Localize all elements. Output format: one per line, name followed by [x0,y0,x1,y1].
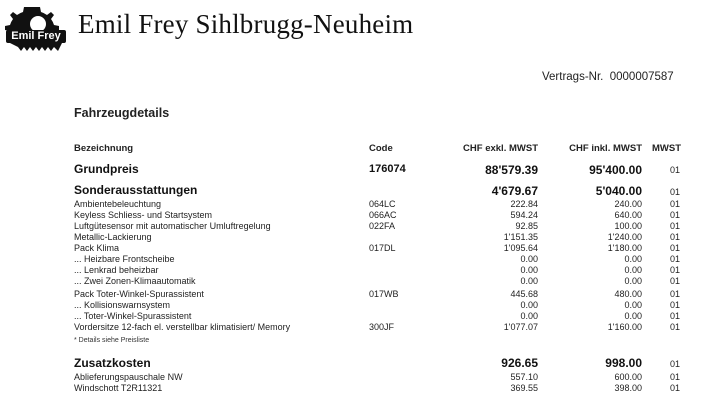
footnote: * Details siehe Preisliste [74,337,150,344]
zusatzkosten-label: Zusatzkosten [74,356,151,370]
list-item-incl: 398.00 [614,383,642,393]
list-item-vat: 01 [670,265,681,275]
list-item-excl: 0.00 [520,300,538,310]
zusatzkosten-incl: 998.00 [605,356,642,370]
contract-number [542,71,674,83]
list-item-label: ... Lenkrad beheizbar [74,265,159,275]
list-item-label: Pack Klima [74,243,120,253]
sonderausstattungen-vat: 01 [670,187,681,197]
list-item-label: Windschott T2R11321 [74,383,163,393]
list-item-excl: 0.00 [520,265,538,275]
list-item-label: ... Kollisionswarnsystem [74,300,171,310]
list-item-vat: 01 [670,276,681,286]
list-item-label: Ambientebeleuchtung [74,199,162,209]
grundpreis-label: Grundpreis [74,162,139,176]
sonderausstattungen-incl: 5'040.00 [595,184,642,198]
list-item-label: Luftgütesensor mit automatischer Umluftregelung [74,221,271,231]
list-item-vat: 01 [670,372,681,382]
list-item-vat: 01 [670,311,681,321]
list-item-vat: 01 [670,322,681,332]
list-item-vat: 01 [670,254,681,264]
list-item-label: Metallic-Lackierung [74,232,152,242]
list-item-incl: 1'160.00 [607,322,642,332]
list-item-excl: 557.10 [510,372,538,382]
list-item-code: 022FA [369,221,396,231]
sonderausstattungen-label: Sonderausstattungen [74,183,198,197]
contract-value: 0000007587 [609,71,674,83]
list-item-incl: 0.00 [624,300,642,310]
list-item-excl: 0.00 [520,276,538,286]
col-header-code: Code [369,143,393,154]
col-header-description: Bezeichnung [74,143,134,154]
list-item-incl: 480.00 [614,289,642,299]
list-item-code: 064LC [369,199,396,209]
list-item-label: ... Zwei Zonen-Klimaautomatik [74,276,196,286]
list-item-incl: 600.00 [614,372,642,382]
list-item-excl: 222.84 [510,199,538,209]
list-item-excl: 594.24 [510,210,538,220]
list-item-incl: 1'240.00 [607,232,642,242]
col-header-vat: MWST [652,143,682,154]
list-item-vat: 01 [670,243,681,253]
contract-label: Vertrags-Nr. [542,71,604,83]
list-item-incl: 0.00 [624,254,642,264]
list-item-excl: 0.00 [520,311,538,321]
list-item-incl: 0.00 [624,265,642,275]
list-item-incl: 240.00 [614,199,642,209]
list-item-label: ... Toter-Winkel-Spurassistent [74,311,192,321]
list-item-incl: 0.00 [624,311,642,321]
emil-frey-logo [4,3,68,59]
col-header-excl: CHF exkl. MWST [463,143,538,154]
list-item-label: Pack Toter-Winkel-Spurassistent [74,289,204,299]
list-item-incl: 100.00 [614,221,642,231]
zusatzkosten-excl: 926.65 [501,356,538,370]
list-item-vat: 01 [670,221,681,231]
list-item-label: ... Heizbare Frontscheibe [74,254,175,264]
list-item-incl: 1'180.00 [607,243,642,253]
list-item-excl: 1'151.35 [503,232,538,242]
list-item-incl: 0.00 [624,276,642,286]
list-item-excl: 1'095.64 [503,243,538,253]
list-item-vat: 01 [670,232,681,242]
list-item-excl: 92.85 [515,221,538,231]
company-name: Emil Frey Sihlbrugg-Neuheim [78,9,414,39]
list-item-code: 300JF [369,322,395,332]
sonderausstattungen-excl: 4'679.67 [491,184,538,198]
list-item-vat: 01 [670,289,681,299]
zusatzkosten-vat: 01 [670,359,681,369]
list-item-label: Keyless Schliess- und Startsystem [74,210,213,220]
list-item-excl: 445.68 [510,289,538,299]
list-item-label: Vordersitze 12-fach el. verstellbar klimatisiert/ Memory [74,322,291,332]
logo-text: Emil Frey [11,30,61,42]
list-item-vat: 01 [670,300,681,310]
list-item-incl: 640.00 [614,210,642,220]
list-item-vat: 01 [670,199,681,209]
col-header-incl: CHF inkl. MWST [569,143,642,154]
list-item-label: Ablieferungspauschale NW [74,372,183,382]
list-item-vat: 01 [670,383,681,393]
list-item-excl: 369.55 [510,383,538,393]
list-item-code: 017DL [369,243,396,253]
list-item-code: 066AC [369,210,397,220]
list-item-excl: 0.00 [520,254,538,264]
grundpreis-vat: 01 [670,165,681,175]
list-item-excl: 1'077.07 [503,322,538,332]
list-item-code: 017WB [369,289,399,299]
grundpreis-excl: 88'579.39 [485,163,538,177]
section-title: Fahrzeugdetails [74,106,170,120]
list-item-vat: 01 [670,210,681,220]
grundpreis-incl: 95'400.00 [589,163,642,177]
grundpreis-code: 176074 [369,163,406,175]
